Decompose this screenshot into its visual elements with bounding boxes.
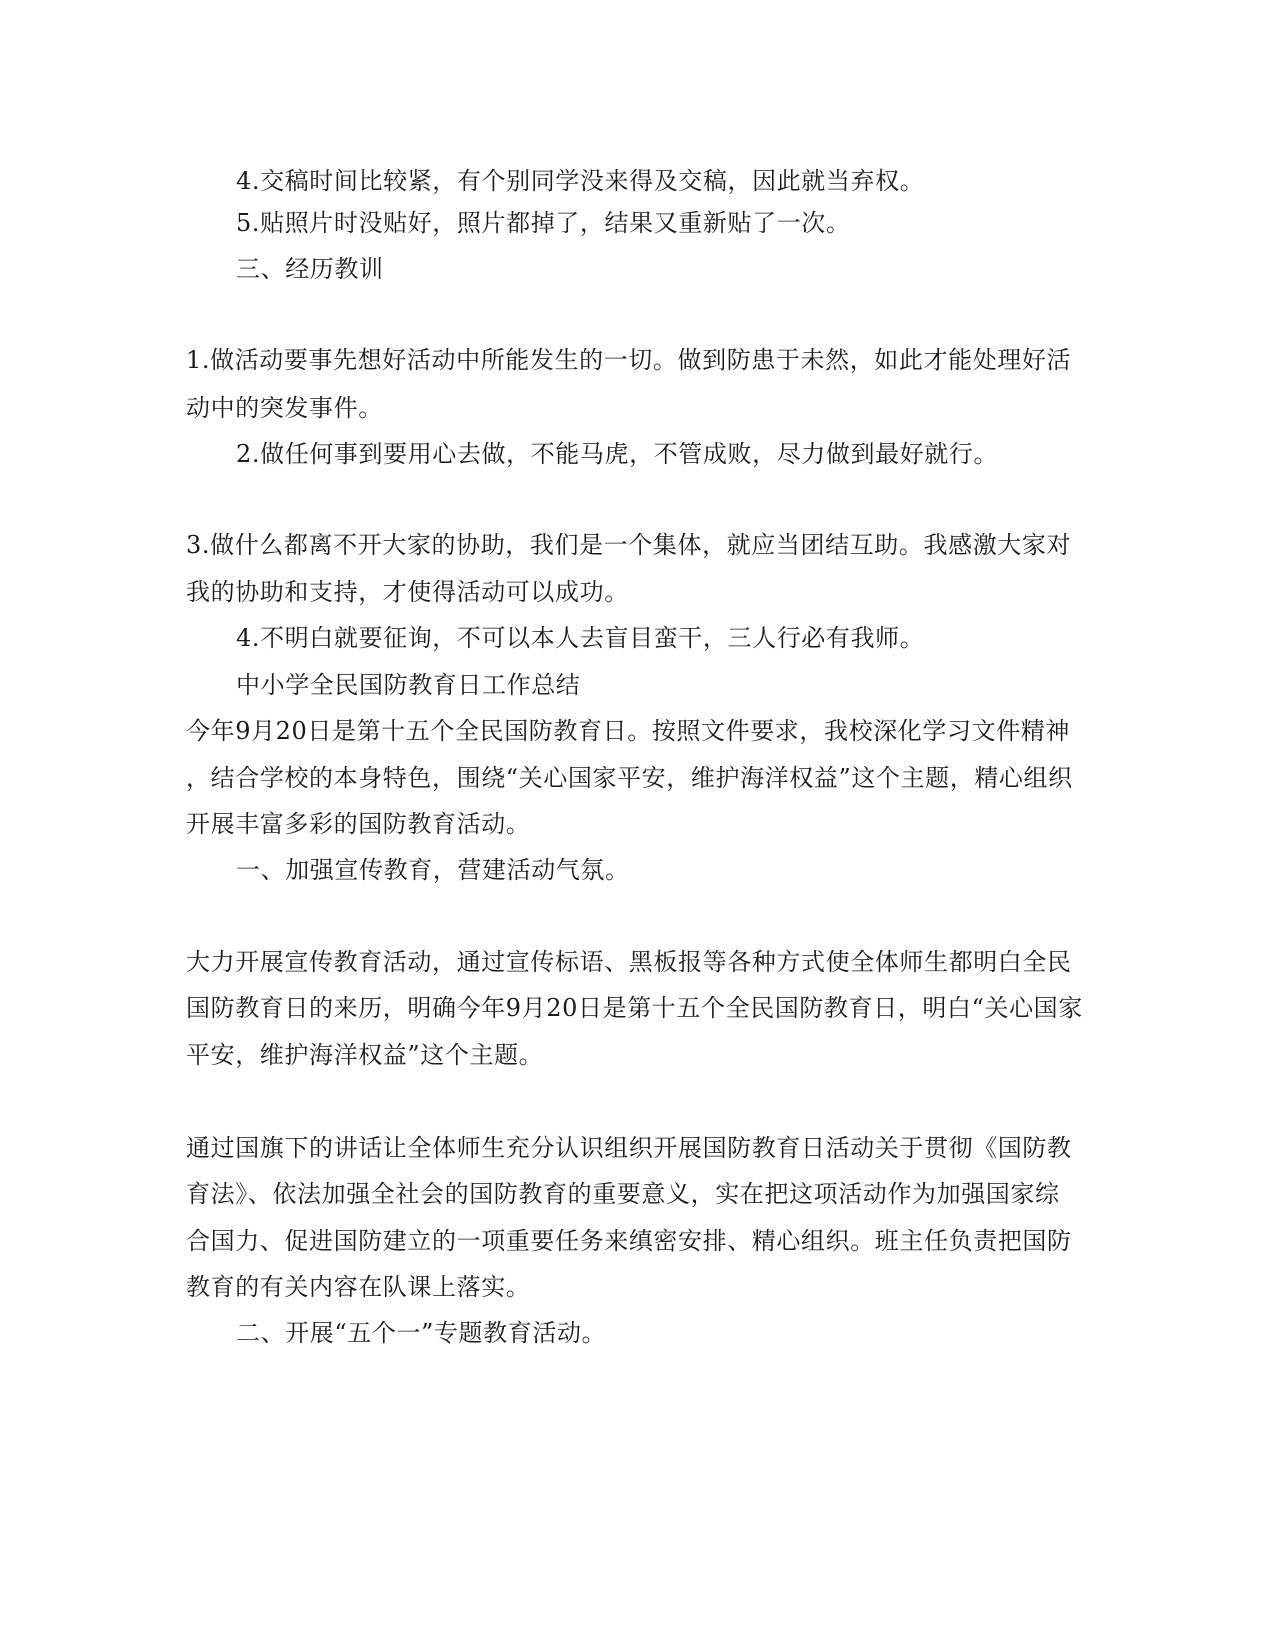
text-line: 今年9月20日是第十五个全民国防教育日。按照文件要求，我校深化学习文件精神 [186,717,1071,745]
text-line: 教育的有关内容在队课上落实。 [186,1273,531,1301]
text-line: 开展丰富多彩的国防教育活动。 [186,810,531,838]
section-heading: 一、加强宣传教育，营建活动气氛。 [236,856,630,884]
text-line: 4.交稿时间比较紧，有个别同学没来得及交稿，因此就当弃权。 [236,167,925,195]
text-line: 4.不明白就要征询，不可以本人去盲目蛮干，三人行必有我师。 [236,624,925,652]
text-line: ，结合学校的本身特色，围绕“关心国家平安，维护海洋权益”这个主题，精心组织 [186,764,1073,792]
text-line: 动中的突发事件。 [186,394,383,422]
text-line: 大力开展宣传教育活动，通过宣传标语、黑板报等各种方式使全体师生都明白全民 [186,948,1072,976]
text-line: 通过国旗下的讲话让全体师生充分认识组织开展国防教育日活动关于贯彻《国防教 [186,1134,1072,1162]
text-line: 2.做任何事到要用心去做，不能马虎，不管成败，尽力做到最好就行。 [236,440,999,468]
section-heading: 二、开展“五个一”专题教育活动。 [236,1319,607,1347]
text-line: 育法》、依法加强全社会的国防教育的重要意义，实在把这项活动作为加强国家综 [186,1180,1060,1208]
section-heading: 三、经历教训 [236,255,384,283]
text-line: 国防教育日的来历，明确今年9月20日是第十五个全民国防教育日，明白“关心国家 [186,994,1083,1022]
text-line: 3.做什么都离不开大家的协助，我们是一个集体，就应当团结互助。我感激大家对 [186,531,1072,559]
text-line: 平安，维护海洋权益”这个主题。 [186,1041,544,1069]
text-line: 合国力、促进国防建立的一项重要任务来缜密安排、精心组织。班主任负责把国防 [186,1227,1072,1255]
text-line: 5.贴照片时没贴好，照片都掉了，结果又重新贴了一次。 [236,209,851,237]
text-line: 1.做活动要事先想好活动中所能发生的一切。做到防患于未然，如此才能处理好活 [186,346,1072,374]
text-line: 我的协助和支持，才使得活动可以成功。 [186,578,629,606]
document-title: 中小学全民国防教育日工作总结 [236,671,581,699]
